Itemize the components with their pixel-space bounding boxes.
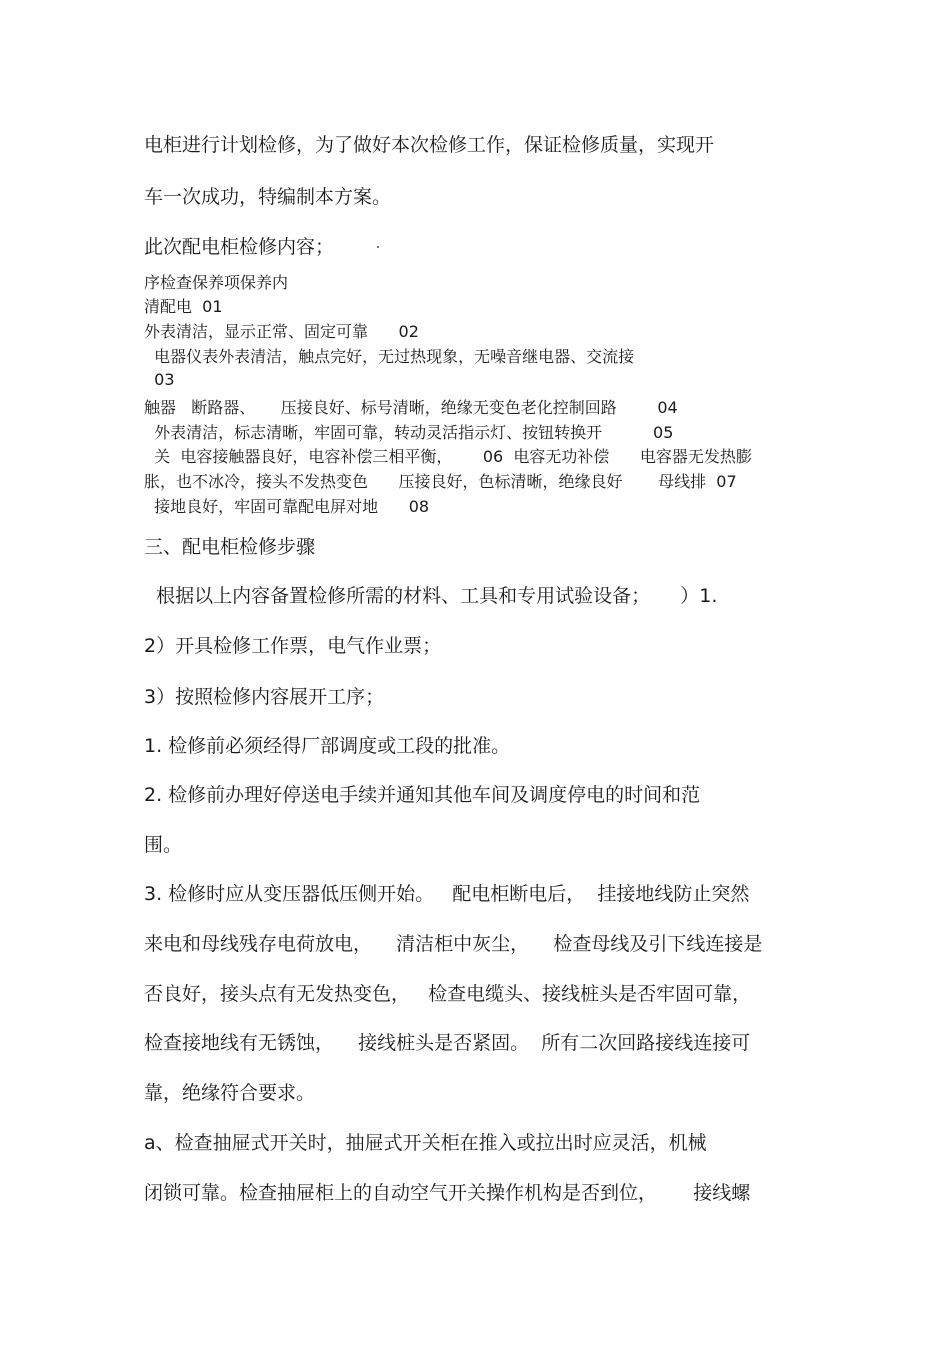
table-text-line: 电器仪表外表清洁，触点完好，无过热现象，无噪音继电器、交流接 bbox=[144, 347, 635, 366]
table-text-line: 序检查保养项保养内 bbox=[144, 273, 289, 292]
step-line: 否良好，接头点有无发热变色， 检查电缆头、接线桩头是否牢固可靠， bbox=[144, 983, 752, 1005]
table-text-line: 关 电容接触器良好，电容补偿三相平衡， 06 电容无功补偿 电容器无发热膨 bbox=[144, 447, 752, 466]
table-text-line: 03 bbox=[144, 370, 175, 389]
step-line: 闭锁可靠。检查抽屉柜上的自动空气开关操作机构是否到位， 接线螺 bbox=[144, 1182, 751, 1204]
step-line: 3. 检修时应从变压器低压侧开始。 配电柜断电后， 挂接地线防止突然 bbox=[144, 883, 750, 905]
stray-dot bbox=[377, 246, 379, 248]
step-line: 根据以上内容备置检修所需的材料、工具和专用试验设备； ）1. bbox=[144, 585, 718, 607]
table-text-line: 外表清洁，显示正常、固定可靠 02 bbox=[144, 322, 419, 341]
table-text-line: 清配电 01 bbox=[144, 297, 223, 316]
table-text-line: 外表清洁，标志清晰，牢固可靠，转动灵活指示灯、按钮转换开 05 bbox=[144, 423, 674, 442]
step-line: 来电和母线残存电荷放电， 清洁柜中灰尘， 检查母线及引下线连接是 bbox=[144, 933, 763, 955]
paragraph-line: 此次配电柜检修内容； bbox=[144, 236, 335, 258]
paragraph-line: 电柜进行计划检修，为了做好本次检修工作，保证检修质量，实现开 bbox=[144, 134, 715, 156]
step-line: 靠，绝缘符合要求。 bbox=[144, 1082, 316, 1104]
step-line: 3）按照检修内容展开工序； bbox=[144, 686, 385, 708]
step-line: 2）开具检修工作票，电气作业票； bbox=[144, 635, 442, 657]
step-line: a、检查抽屉式开关时，抽屉式开关柜在推入或拉出时应灵活，机械 bbox=[144, 1132, 707, 1154]
step-line: 围。 bbox=[144, 834, 183, 856]
step-line: 2. 检修前办理好停送电手续并通知其他车间及调度停电的时间和范 bbox=[144, 784, 701, 806]
step-line: 1. 检修前必须经得厂部调度或工段的批准。 bbox=[144, 735, 511, 757]
table-text-line: 触器 断路器、 压接良好、标号清晰，绝缘无变色老化控制回路 04 bbox=[144, 398, 678, 417]
table-text-line: 胀，也不冰冷，接头不发热变色 压接良好，色标清晰，绝缘良好 母线排 07 bbox=[144, 472, 737, 491]
table-text-line: 接地良好，牢固可靠配电屏对地 08 bbox=[144, 497, 430, 516]
step-line: 检查接地线有无锈蚀， 接线桩头是否紧固。 所有二次回路接线连接可 bbox=[144, 1032, 751, 1054]
paragraph-line: 车一次成功，特编制本方案。 bbox=[144, 186, 392, 208]
section-heading: 三、配电柜检修步骤 bbox=[144, 536, 316, 558]
